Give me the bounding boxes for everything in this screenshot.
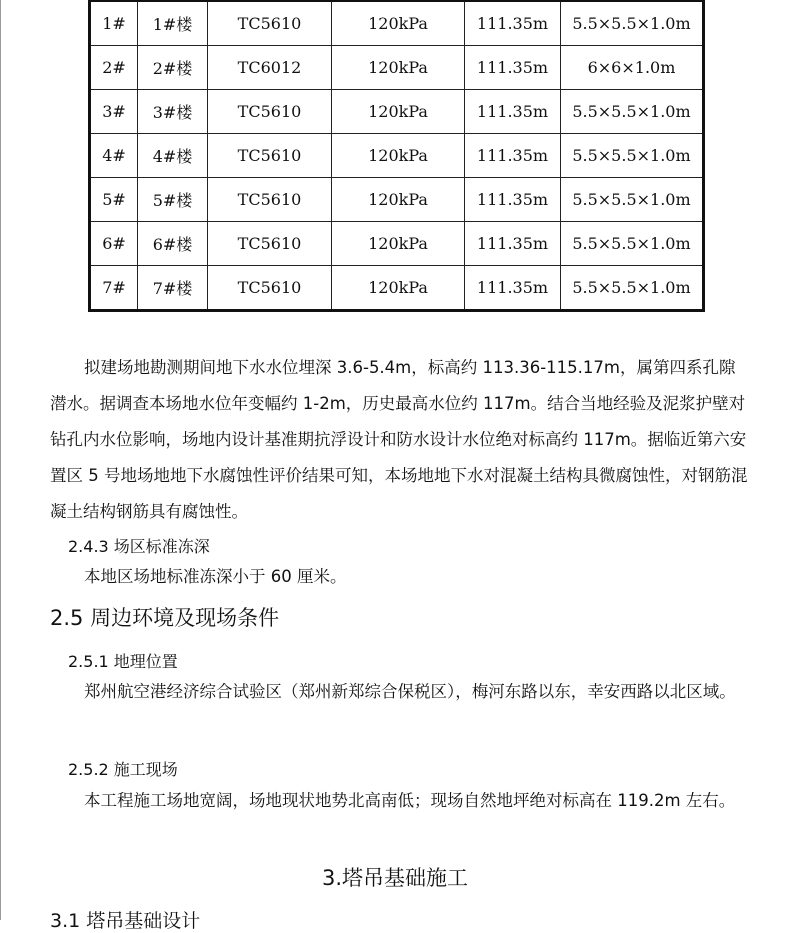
cell-building: 7#楼: [138, 266, 208, 311]
cell-bearing-capacity: 120kPa: [332, 222, 465, 266]
table-row: [90, 90, 704, 134]
cell-elevation: 111.35m: [465, 90, 561, 134]
cell-elevation: 111.35m: [465, 222, 561, 266]
cell-building: 1#楼: [138, 1, 208, 46]
page-edge: [0, 0, 1, 920]
table-row: [90, 222, 704, 266]
cell-foundation-size: 5.5×5.5×1.0m: [561, 178, 704, 222]
cell-bearing-capacity: 120kPa: [332, 1, 465, 46]
cell-crane-model: TC5610: [208, 134, 332, 178]
cell-bearing-capacity: 120kPa: [332, 266, 465, 311]
tower-crane-foundation-table: [88, 0, 705, 312]
cell-no: 7#: [90, 266, 138, 311]
section-2-5-1-heading: 2.5.1 地理位置: [68, 652, 178, 671]
cell-no: 3#: [90, 90, 138, 134]
chapter-3-heading: 3.塔吊基础施工: [321, 866, 469, 890]
section-2-5-heading: 2.5 周边环境及现场条件: [50, 606, 280, 630]
cell-crane-model: TC5610: [208, 266, 332, 311]
cell-bearing-capacity: 120kPa: [332, 134, 465, 178]
table-row: [90, 266, 704, 311]
table-row: [90, 46, 704, 90]
cell-building: 2#楼: [138, 46, 208, 90]
cell-building: 6#楼: [138, 222, 208, 266]
section-2-4-3-heading: 2.4.3 场区标准冻深: [68, 537, 210, 556]
cell-no: 5#: [90, 178, 138, 222]
location-paragraph: 郑州航空港经济综合试验区（郑州新郑综合保税区），梅河东路以东，幸安西路以北区域。: [84, 682, 736, 701]
cell-crane-model: TC5610: [208, 1, 332, 46]
cell-bearing-capacity: 120kPa: [332, 46, 465, 90]
cell-bearing-capacity: 120kPa: [332, 90, 465, 134]
cell-no: 6#: [90, 222, 138, 266]
cell-elevation: 111.35m: [465, 1, 561, 46]
cell-foundation-size: 6×6×1.0m: [561, 46, 704, 90]
cell-building: 3#楼: [138, 90, 208, 134]
cell-foundation-size: 5.5×5.5×1.0m: [561, 90, 704, 134]
section-3-1-heading: 3.1 塔吊基础设计: [50, 910, 201, 932]
frost-depth-paragraph: 本地区场地标准冻深小于 60 厘米。: [84, 567, 347, 586]
table-row: [90, 178, 704, 222]
cell-elevation: 111.35m: [465, 266, 561, 311]
cell-no: 1#: [90, 1, 138, 46]
cell-elevation: 111.35m: [465, 46, 561, 90]
site-paragraph: 本工程施工场地宽阔，场地现状地势北高南低；现场自然地坪绝对标高在 119.2m 左右。: [84, 791, 736, 810]
cell-foundation-size: 5.5×5.5×1.0m: [561, 222, 704, 266]
cell-foundation-size: 5.5×5.5×1.0m: [561, 266, 704, 311]
cell-bearing-capacity: 120kPa: [332, 178, 465, 222]
table-row: [90, 134, 704, 178]
cell-no: 4#: [90, 134, 138, 178]
cell-crane-model: TC6012: [208, 46, 332, 90]
cell-crane-model: TC5610: [208, 222, 332, 266]
cell-elevation: 111.35m: [465, 134, 561, 178]
cell-crane-model: TC5610: [208, 178, 332, 222]
cell-foundation-size: 5.5×5.5×1.0m: [561, 1, 704, 46]
groundwater-paragraph: 拟建场地勘测期间地下水水位埋深 3.6-5.4m，标高约 113.36-115.17m，属第四系孔隙潜水。据调查本场地水位年变幅约 1-2m，历史最高水位约 117m。结合当地经验及泥浆护壁对钻孔内水位影响，场地内设计基准期抗浮设计和防水设计水位绝对标高约 117m。据临近第六安置区 5 号地场地地下水腐蚀性评价结果可知，本场地地下水对混凝土结构具微腐蚀性，对钢筋混凝土结构钢筋具有腐蚀性。: [50, 358, 748, 521]
cell-foundation-size: 5.5×5.5×1.0m: [561, 134, 704, 178]
cell-no: 2#: [90, 46, 138, 90]
cell-building: 5#楼: [138, 178, 208, 222]
table-row: [90, 1, 704, 46]
cell-crane-model: TC5610: [208, 90, 332, 134]
section-2-5-2-heading: 2.5.2 施工现场: [68, 760, 178, 779]
cell-elevation: 111.35m: [465, 178, 561, 222]
cell-building: 4#楼: [138, 134, 208, 178]
